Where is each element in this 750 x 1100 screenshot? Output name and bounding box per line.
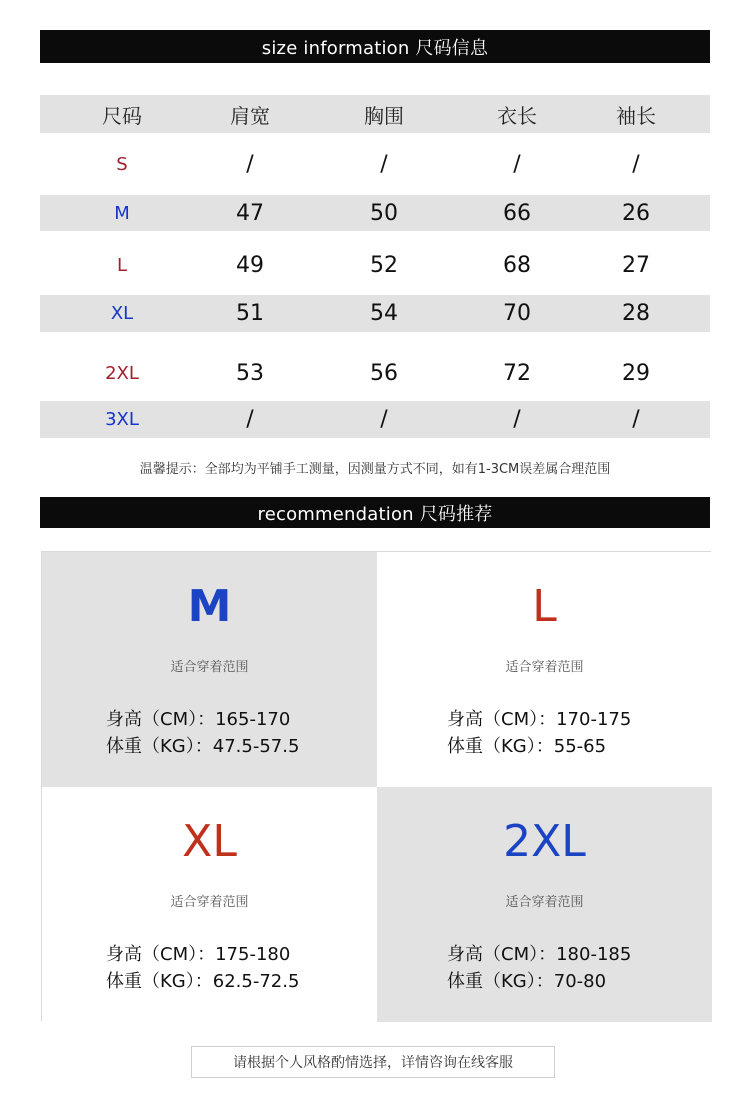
chest-value: 54 — [370, 301, 398, 326]
shoulder-value: / — [246, 407, 254, 432]
sleeve-value: / — [632, 151, 640, 177]
header-shoulder: 肩宽 — [230, 103, 270, 128]
card-subtitle: 适合穿着范围 — [170, 660, 249, 675]
header-length: 衣长 — [497, 103, 537, 128]
card-size-label: M — [187, 581, 232, 632]
sleeve-value: / — [632, 407, 640, 432]
card-weight-range: 体重（KG）：70-80 — [447, 971, 607, 992]
recommendation-card-2xl — [377, 787, 712, 1022]
sleeve-value: 28 — [622, 301, 650, 326]
card-weight-range: 体重（KG）：62.5-72.5 — [106, 971, 300, 992]
header-sleeve: 袖长 — [616, 103, 656, 128]
table-row — [40, 295, 710, 332]
sleeve-value: 27 — [622, 252, 650, 278]
chest-value: 50 — [370, 200, 398, 226]
card-size-label: L — [532, 581, 557, 632]
table-row — [40, 401, 710, 438]
size-label: 2XL — [105, 362, 139, 384]
recommendation-banner: recommendation 尺码推荐 — [40, 497, 710, 528]
card-subtitle: 适合穿着范围 — [505, 895, 584, 910]
table-row — [40, 351, 710, 395]
shoulder-value: / — [246, 151, 254, 177]
size-label: 3XL — [105, 409, 139, 430]
card-height-range: 身高（CM）：165-170 — [106, 709, 291, 730]
recommendation-card-l — [377, 552, 712, 787]
recommendation-card-m — [42, 552, 377, 787]
length-value: 72 — [503, 360, 531, 386]
size-label: M — [114, 202, 130, 224]
card-height-range: 身高（CM）：175-180 — [106, 944, 291, 965]
table-row — [40, 195, 710, 231]
customer-service-advice[interactable]: 请根据个人风格酌情选择，详情咨询在线客服 — [191, 1046, 555, 1078]
card-subtitle: 适合穿着范围 — [170, 895, 249, 910]
sleeve-value: 29 — [622, 360, 650, 386]
card-height-range: 身高（CM）：170-175 — [447, 709, 632, 730]
card-size-label: XL — [182, 816, 237, 867]
card-size-label: 2XL — [503, 816, 586, 867]
length-value: 70 — [503, 301, 531, 326]
header-chest: 胸围 — [364, 103, 404, 128]
chest-value: 56 — [370, 360, 398, 386]
shoulder-value: 49 — [236, 252, 264, 278]
size-label: XL — [110, 303, 134, 324]
length-value: 68 — [503, 252, 531, 278]
card-weight-range: 体重（KG）：47.5-57.5 — [106, 736, 300, 757]
length-value: / — [513, 407, 521, 432]
table-row — [40, 142, 710, 186]
length-value: 66 — [503, 200, 531, 226]
table-row — [40, 243, 710, 287]
size-information-banner: size information 尺码信息 — [40, 30, 710, 63]
length-value: / — [513, 151, 521, 177]
size-label: S — [116, 153, 128, 175]
shoulder-value: 51 — [236, 301, 264, 326]
size-label: L — [116, 254, 128, 276]
measurement-note: 温馨提示：全部均为平铺手工测量，因测量方式不同，如有1-3CM误差属合理范围 — [139, 462, 611, 477]
card-weight-range: 体重（KG）：55-65 — [447, 736, 607, 757]
chest-value: 52 — [370, 252, 398, 278]
sleeve-value: 26 — [622, 200, 650, 226]
card-subtitle: 适合穿着范围 — [505, 660, 584, 675]
chest-value: / — [380, 151, 388, 177]
shoulder-value: 53 — [236, 360, 264, 386]
recommendation-card-xl — [42, 787, 377, 1022]
chest-value: / — [380, 407, 388, 432]
shoulder-value: 47 — [236, 200, 264, 226]
size-table-header — [40, 95, 710, 133]
recommendation-grid — [41, 551, 711, 1021]
header-size: 尺码 — [102, 103, 142, 128]
card-height-range: 身高（CM）：180-185 — [447, 944, 632, 965]
